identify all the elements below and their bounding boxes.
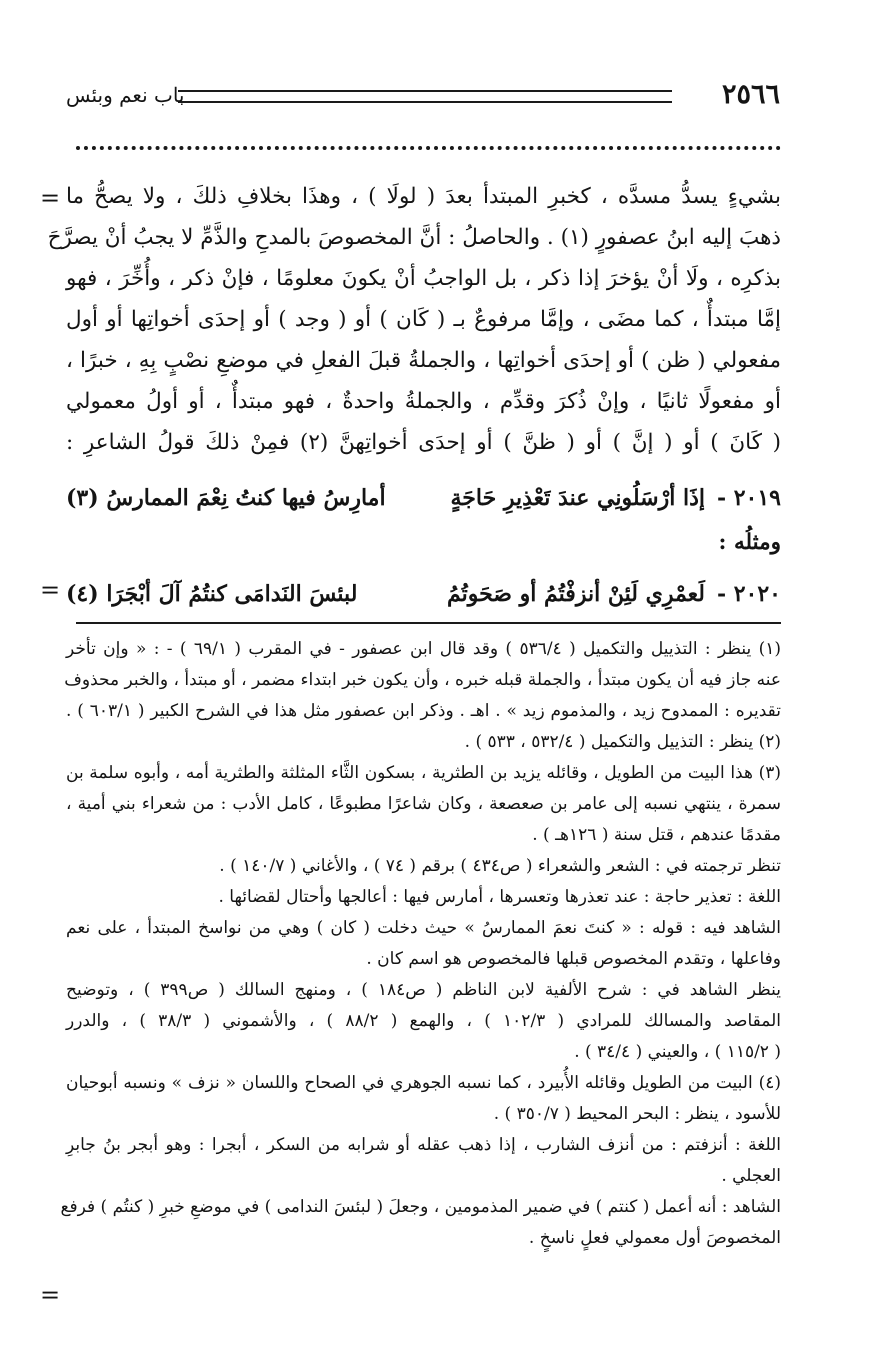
verse-2020	[66, 574, 781, 614]
footnote-line: (١) ينظر : التذييل والتكميل ( ٥٣٦/٤ ) وقد قال ابن عصفور - في المقرب ( ٦٩/١ ) - : « وإن تأخر	[66, 639, 781, 659]
footnote-line: (٤) البيت من الطويل وقائله الأُبيرد ، كما نسبه الجوهري في الصحاح واللسان « نزف » ونسبه أبوحيان	[66, 1073, 781, 1093]
verse-second-hemistich: أمارِسُ فيها كنتُ نِعْمَ الممارسُ (٣)	[66, 485, 386, 511]
footnote-line: للأسود ، ينظر : البحر المحيط ( ٣٥٠/٧ ) .	[493, 1104, 781, 1124]
footnote-line: تنظر ترجمته في : الشعر والشعراء ( ص٤٣٤ ) برقم ( ٧٤ ) ، والأغاني ( ١٤٠/٧ ) .	[219, 856, 781, 876]
footnote-line: اللغة : أنزفتم : من أنزف الشارب ، إذا ذهب عقله أو شرابه من السكر ، أبجرا : وهو أبجر بنُ جابرِ	[66, 1135, 781, 1155]
verse-2019	[66, 478, 781, 518]
bridge-text: ومثلُه :	[718, 530, 781, 555]
verse-first-hemistich: لَعمْرِي لَئِنْ أنزفْتُمُ أو صَحَوتُمُ	[446, 581, 705, 607]
footnote-line: ( ١١٥/٢ ) ، والعيني ( ٣٤/٤ ) .	[574, 1042, 781, 1062]
footnote-line: (٢) ينظر : التذييل والتكميل ( ٥٣٢/٤ ، ٥٣٣ ) .	[464, 732, 781, 752]
header-double-rule	[178, 90, 672, 103]
footnote-line: (٣) هذا البيت من الطويل ، وقائله يزيد بن الطثرية ، بسكون الثَّاء المثلثة والطثرية أمه ، وأبوه سلمة بن	[66, 763, 781, 783]
text-line: إمَّا مبتدأٌ ، كما مضَى ، وإمَّا مرفوعٌ بـ ( كَان ) أو ( وجد ) أو إحدَى أخواتِها أو أول	[66, 307, 781, 332]
margin-continuation-mark: =	[40, 1281, 61, 1309]
footnotes	[60, 634, 782, 1254]
text-line: بذكرِه ، ولَا أنْ يؤخرَ إذا ذكر ، بل الواجبُ أنْ يكونَ معلومًا ، فإنْ ذكر ، وأُخِّرَ ، فهو	[66, 266, 781, 291]
footnote-line: العجلي .	[721, 1166, 781, 1186]
footnote-line: سمرة ، ينتهي نسبه إلى عامر بن صعصعة ، وكان شاعرًا مطبوعًا ، كامل الأدب : من شعراء بني أمية ،	[66, 794, 781, 814]
footnote-line: الشاهد : أنه أعمل ( كنتم ) في ضمير المذمومين ، وجعلَ ( لبئسَ الندامى ) في موضعِ خبرِ ( كنتُم ) فرفع	[60, 1197, 781, 1217]
footnote-line: تقديره : الممدوح زيد ، والمذموم زيد » . اهـ . وذكر ابن عصفور مثل هذا في الشرح الكبير ( ٦٠٣/١ ) .	[66, 701, 782, 721]
margin-continuation-mark: =	[40, 576, 61, 604]
verse-number: ٢٠٢٠ -	[716, 581, 781, 607]
footnote-separator	[76, 622, 781, 624]
footnote-line: وفاعلها ، وتقدم المخصوص قبلها فالمخصوص هو اسم كان .	[366, 949, 781, 969]
footnote-line: اللغة : تعذير حاجة : عند تعذرها وتعسرها ، أمارس فيها : أعالجها وأحتال لقضائها .	[218, 887, 781, 907]
text-line: بشيءٍ يسدُّ مسدَّه ، كخبرِ المبتدأ بعدَ ( لولَا ) ، وهذَا بخلافِ ذلكَ ، ولا يصحُّ ما	[66, 184, 781, 209]
text-line: ذهبَ إليه ابنُ عصفورٍ (١) . والحاصلُ : أنَّ المخصوصَ بالمدحِ والذَّمِّ لا يجبُ أنْ يصرَّحَ	[47, 225, 781, 250]
footnote-line: المخصوصَ أول معمولي فعلٍ ناسخٍ .	[528, 1228, 781, 1248]
text-line: ( كَانَ ) أو ( إنَّ ) أو ( ظنَّ ) أو إحدَى أخواتِهنَّ (٢) فمِنْ ذلكَ قولُ الشاعرِ :	[66, 430, 781, 455]
page-number: ٢٥٦٦	[721, 79, 780, 110]
dotted-separator	[76, 146, 781, 158]
text-line: أو مفعولًا ثانيًا ، وإنْ ذُكرَ وقدِّم ، والجملةُ واحدةٌ ، فهو مبتدأٌ ، أو أولُ معمولي	[66, 389, 781, 414]
verse-first-hemistich: إذَا أرْسَلُونِي عندَ تَعْذِيرِ حَاجَةٍ	[450, 485, 705, 511]
footnote-line: ينظر الشاهد في : شرح الألفية لابن الناظم ( ص١٨٤ ) ، ومنهج السالك ( ص٣٩٩ ) ، وتوضيح	[66, 980, 781, 1000]
footnote-line: عنه جاز فيه أن يكون مبتدأ ، والجملة قبله خبره ، وأن يكون خبر ابتداء مضمر ، أو مبتدأ ، والخبر محذوف	[64, 670, 781, 690]
verse-second-hemistich: لبئسَ النَدامَى كنتُمُ آلَ أبْجَرَا (٤)	[66, 581, 358, 607]
margin-continuation-mark: =	[40, 184, 61, 212]
main-text	[47, 176, 781, 463]
chapter-title: باب نعم وبئس	[66, 83, 185, 107]
footnote-line: المقاصد والمسالك للمرادي ( ١٠٢/٣ ) ، والهمع ( ٨٨/٢ ) ، والأشموني ( ٣٨/٣ ) ، والدرر	[66, 1011, 781, 1031]
footnote-line: الشاهد فيه : قوله : « كنتَ نعمَ الممارسُ » حيث دخلت ( كان ) وهي من نواسخ المبتدأ ، على نعم	[66, 918, 781, 938]
text-line: مفعولي ( ظن ) أو إحدَى أخواتِها ، والجملةُ قبلَ الفعلِ في موضعِ نصْبٍ بِهِ ، خبرًا ،	[66, 348, 781, 373]
footnote-line: مقدمًا عندهم ، قتل سنة ( ١٢٦هـ ) .	[532, 825, 781, 845]
verse-number: ٢٠١٩ -	[716, 485, 781, 511]
page-header	[66, 78, 780, 112]
